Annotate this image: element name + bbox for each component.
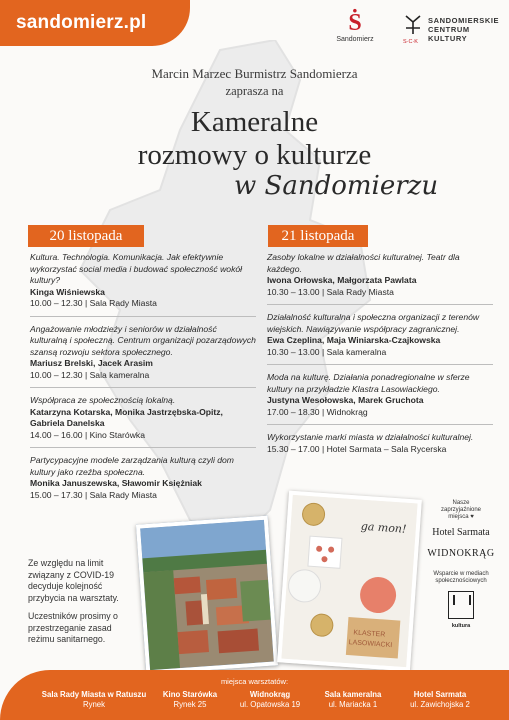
partners-label-1: Nasze xyxy=(452,500,470,506)
venue-name: Hotel Sarmata xyxy=(413,690,467,699)
session-topic: Angażowanie młodzieży i seniorów w działalność kulturalną i społeczną. Centrum organizacji pozarządowych szansą rozwoju sektora społecznego. xyxy=(30,323,256,357)
venue-address: Rynek 25 xyxy=(173,700,207,709)
merchandise-photo xyxy=(277,491,422,672)
session-item xyxy=(267,372,493,418)
title-line-1: Kameralne xyxy=(190,106,319,138)
session-item xyxy=(267,432,493,455)
session-item xyxy=(267,312,493,358)
sandomierz-crest-icon: Ṡ xyxy=(348,10,362,36)
session-speakers: Katarzyna Kotarska, Monika Jastrzębska-Opitz, Gabriela Danelska xyxy=(30,406,223,428)
session-topic: Moda na kulturę. Działania ponadregionalne w sferze kultury na przykładzie Klastra Lasowiackiego. xyxy=(267,372,470,394)
venue-item xyxy=(230,690,310,710)
invitation-line-1: Marcin Marzec Burmistrz Sandomierza xyxy=(151,66,358,81)
session-item xyxy=(30,252,256,310)
hotel-sarmata-logo: Hotel Sarmata xyxy=(432,527,490,538)
kultura-logo xyxy=(448,591,474,629)
kultura-logo-label: kultura xyxy=(451,623,471,629)
session-item xyxy=(267,252,493,298)
widnokrag-logo: WIDNOKRĄG xyxy=(427,548,495,559)
session-speakers: Iwona Orłowska, Małgorzata Pawlata xyxy=(267,275,417,285)
session-topic: Partycypacyjne modele zarządzania kulturą czyli dom kultury jako rzeźba społeczna. xyxy=(30,455,234,477)
covid-note: Ze względu na limit związany z COVID-19 decyduje kolejność przybycia na warsztaty. xyxy=(28,558,119,603)
divider xyxy=(30,316,256,317)
svg-text:ga mon!: ga mon! xyxy=(360,519,407,536)
date-badge-day2: 21 listopada xyxy=(268,225,368,247)
session-topic: Współpraca ze społecznością lokalną. xyxy=(30,395,176,405)
partners-panel xyxy=(418,500,504,629)
session-item xyxy=(30,455,256,501)
site-url[interactable]: sandomierz.pl xyxy=(16,12,147,33)
session-time: 10.00 – 12.30 | Sala Rady Miasta xyxy=(30,298,157,308)
town-aerial-illustration xyxy=(140,520,274,670)
sck-line-3: KULTURY xyxy=(428,34,468,43)
media-label-1: Wsparcie w mediach xyxy=(433,571,489,577)
venue-name: Kino Starówka xyxy=(162,690,218,699)
schedule-day1 xyxy=(30,252,256,501)
divider xyxy=(267,364,493,365)
divider xyxy=(30,447,256,448)
merchandise-illustration xyxy=(281,495,417,667)
sandomierz-logo xyxy=(333,12,377,43)
venue-address: ul. Mariacka 1 xyxy=(328,700,378,709)
sck-line-2: CENTRUM xyxy=(428,25,470,34)
invitation-line-2: zaprasza na xyxy=(225,84,284,98)
session-time: 15.00 – 17.30 | Sala Rady Miasta xyxy=(30,489,157,500)
venue-name: Sala kameralna xyxy=(324,690,382,699)
venue-address: ul. Opatowska 19 xyxy=(239,700,301,709)
venue-name: Widnokrąg xyxy=(249,690,291,699)
session-speakers: Mariusz Brelski, Jacek Arasim xyxy=(30,358,153,368)
session-speakers: Monika Januszewska, Sławomir Księżniak xyxy=(30,478,202,488)
session-time: 10.30 – 13.00 | Sala Rady Miasta xyxy=(267,286,394,297)
divider xyxy=(267,304,493,305)
sandomierz-logo-label: Sandomierz xyxy=(336,36,374,43)
divider xyxy=(30,387,256,388)
session-item xyxy=(30,324,256,382)
footer-label: miejsca warsztatów: xyxy=(220,677,289,686)
date-badge-day1: 20 listopada xyxy=(28,225,144,247)
sck-line-1: SANDOMIERSKIE xyxy=(428,16,500,25)
media-label-2: społecznościowych xyxy=(435,578,487,584)
sck-mark-icon xyxy=(402,14,424,44)
session-speakers: Ewa Czeplina, Maja Winiarska-Czajkowska xyxy=(267,335,441,345)
top-banner xyxy=(0,0,190,46)
svg-text:KLASTER: KLASTER xyxy=(353,629,386,639)
partners-label-2: zaprzyjaźnione xyxy=(440,507,482,513)
session-item xyxy=(30,395,256,441)
venue-name: Sala Rady Miasta w Ratuszu xyxy=(41,690,147,699)
session-topic: Działalność kulturalna i społeczna organizacji z terenów wiejskich. Nawiązywanie współpracy zagranicznej. xyxy=(267,312,480,334)
venue-item xyxy=(155,690,225,710)
divider xyxy=(267,424,493,425)
session-speakers: Kinga Wiśniewska xyxy=(30,286,105,297)
session-time: 10.30 – 13.00 | Sala kameralna xyxy=(267,346,387,357)
venue-address: ul. Zawichojska 2 xyxy=(410,700,470,709)
session-time: 10.00 – 12.30 | Sala kameralna xyxy=(30,369,150,380)
venue-item xyxy=(36,690,152,710)
session-topic: Wykorzystanie marki miasta w działalności kulturalnej. xyxy=(267,432,474,442)
venue-address: Rynek xyxy=(82,700,106,709)
session-time: 15.30 – 17.00 | Hotel Sarmata – Sala Rycerska xyxy=(267,443,447,454)
partners-label-3: miejsca ♥ xyxy=(448,514,474,520)
session-topic: Zasoby lokalne w działalności kulturalnej. Teatr dla każdego. xyxy=(267,252,460,274)
schedule-day2 xyxy=(267,252,493,455)
town-aerial-photo xyxy=(136,516,278,675)
session-time: 14.00 – 16.00 | Kino Starówka xyxy=(30,429,145,440)
title-script: w Sandomierzu xyxy=(234,171,439,201)
venue-item xyxy=(395,690,485,710)
session-speakers: Justyna Wesołowska, Marek Gruchota xyxy=(267,395,424,405)
svg-text:S·C·K: S·C·K xyxy=(403,39,418,44)
venue-item xyxy=(318,690,388,710)
sanitary-note: Uczestników prosimy o przestrzeganie zasad reżimu sanitarnego. xyxy=(28,611,118,644)
session-topic: Kultura. Technologia. Komunikacja. Jak efektywnie wykorzystać social media i budować społeczność wokół kultury? xyxy=(30,252,243,285)
svg-text:LASOWIACKI: LASOWIACKI xyxy=(348,639,393,650)
title-line-2: rozmowy o kulturze xyxy=(137,139,372,171)
session-time: 17.00 – 18.30 | Widnokrąg xyxy=(267,406,368,417)
